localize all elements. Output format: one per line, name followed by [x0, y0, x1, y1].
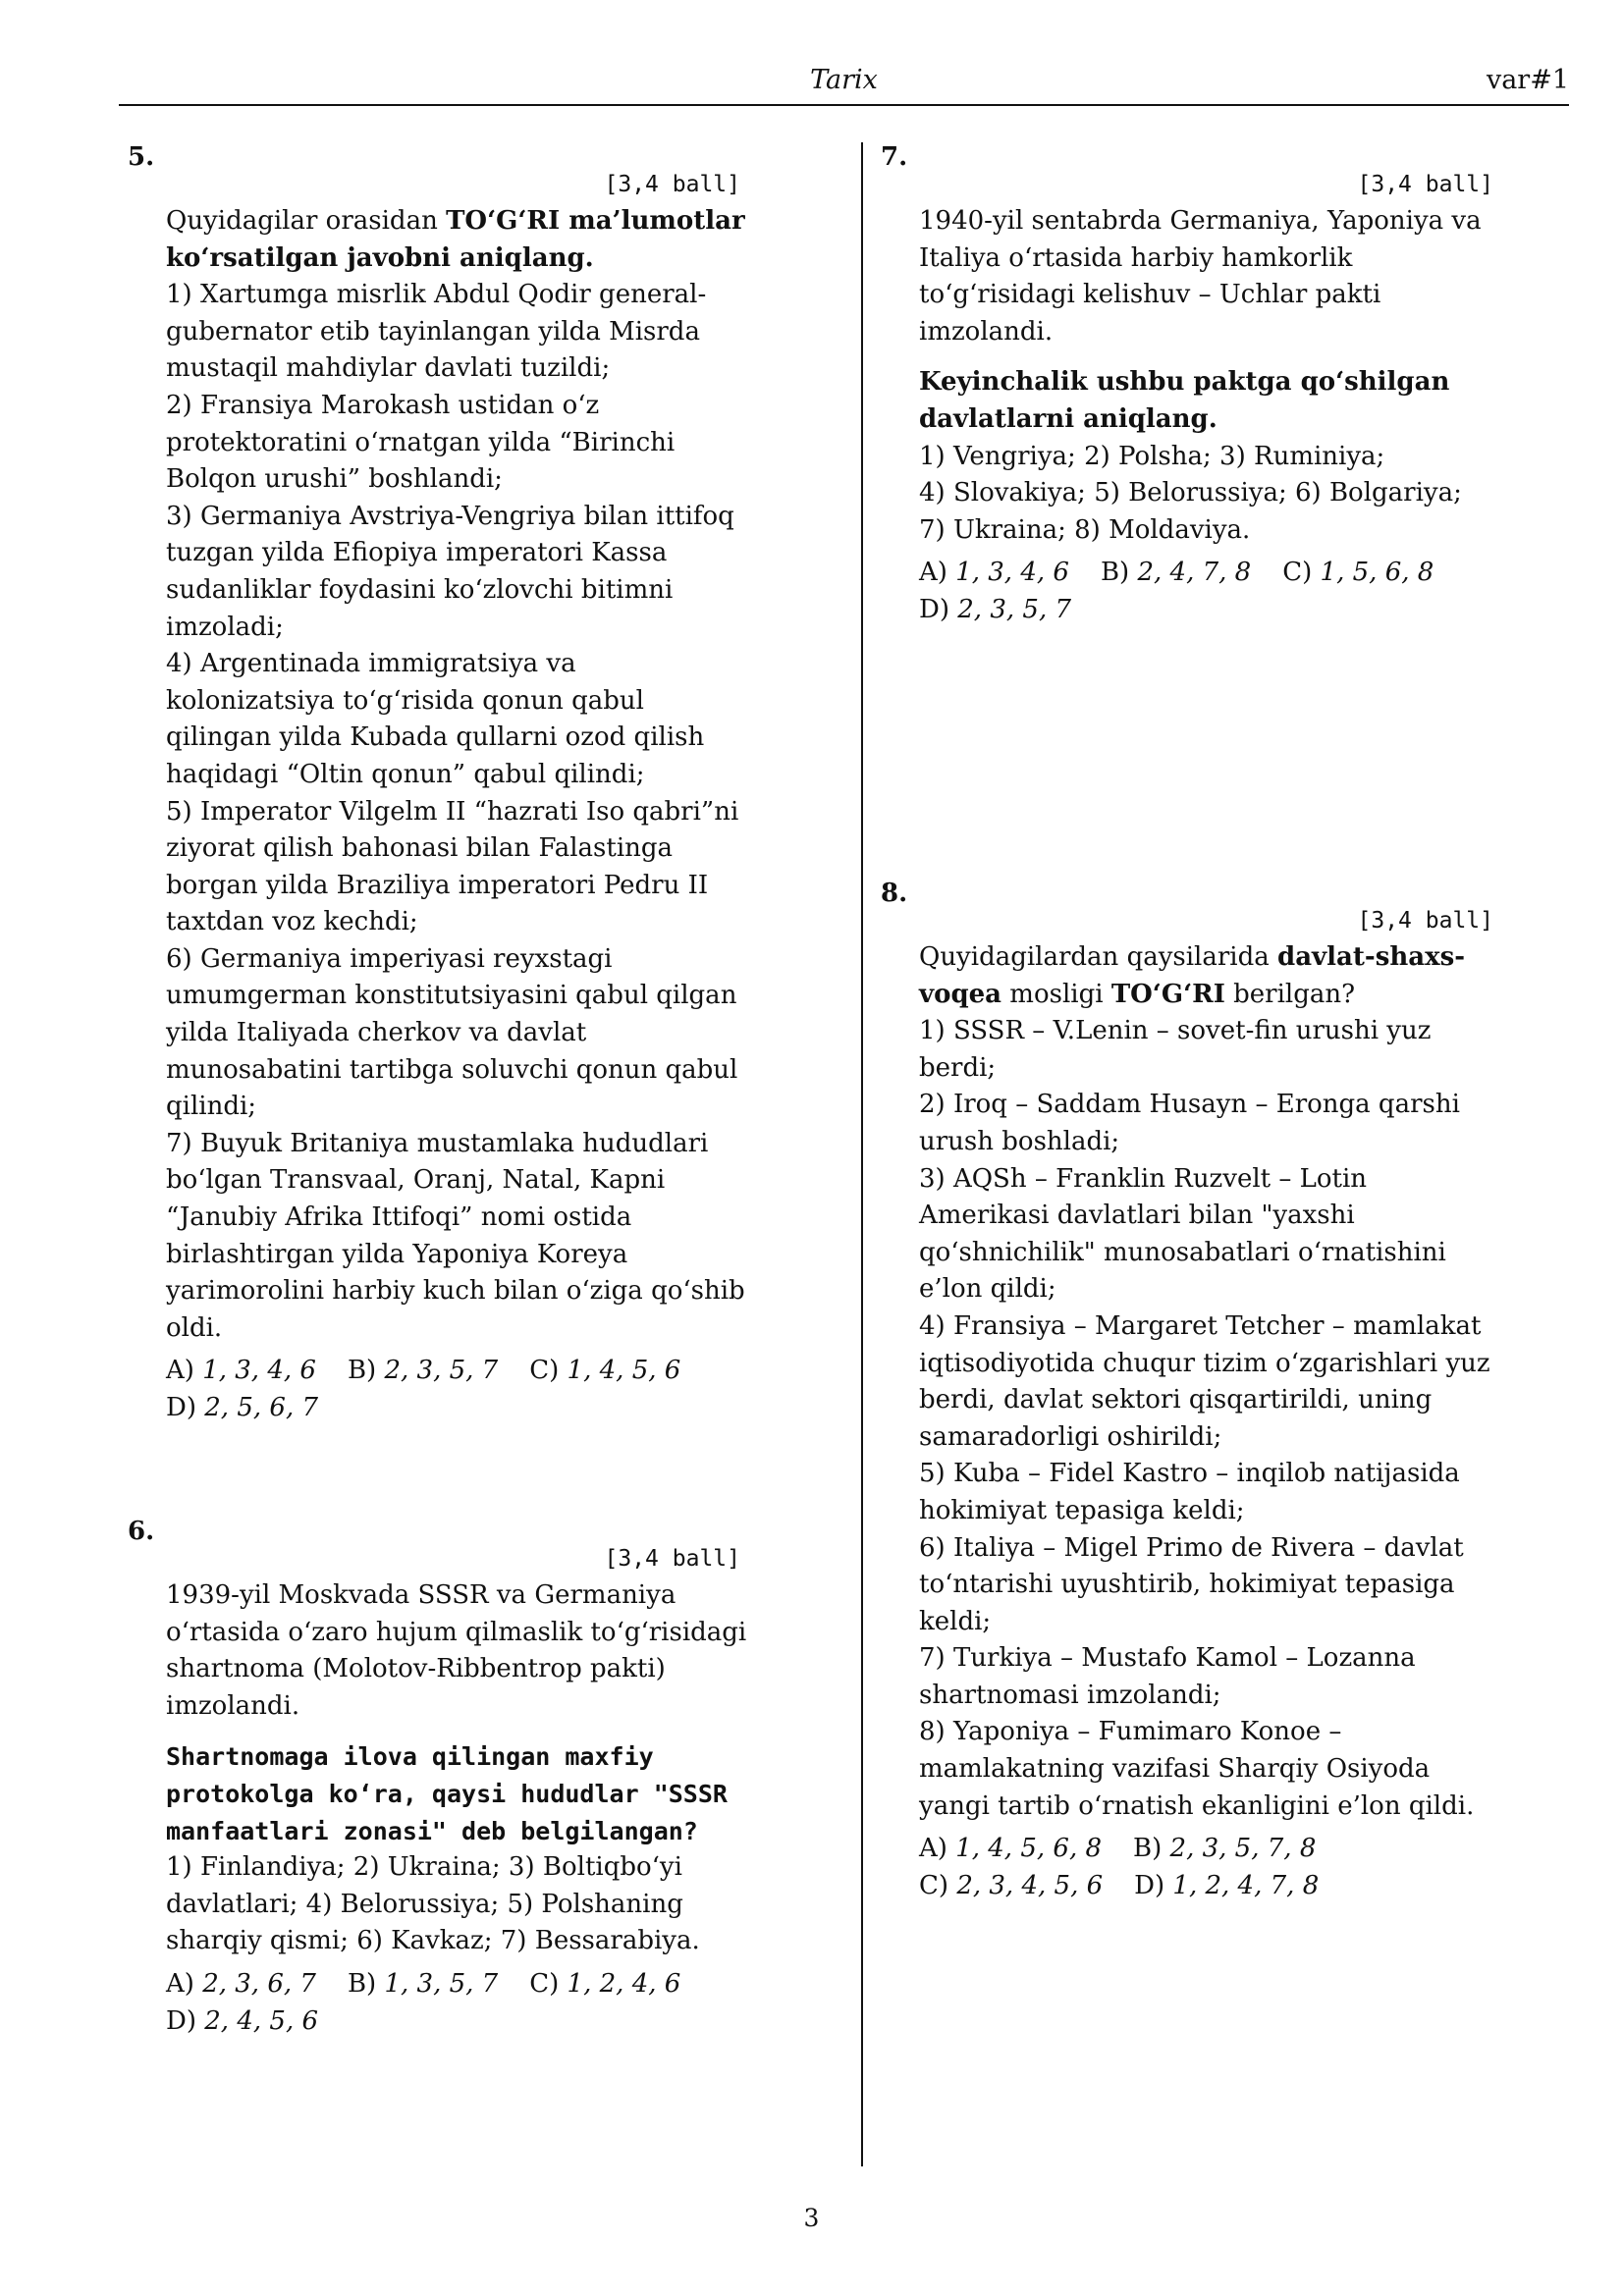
option-item: 8) Yaponiya – Fumimaro Konoe – mamlakatning vazifasi Sharqiy Osiyoda yangi tartib o‘rnatish ekanligini e’lon qildi.: [919, 1717, 1475, 1821]
option-item: 5) Kuba – Fidel Kastro – inqilob natijasida hokimiyat tepasiga keldi;: [919, 1459, 1460, 1525]
option-item: 5) Imperator Vilgelm II “hazrati Iso qabri”ni ziyorat qilish bahonasi bilan Falastinga borgan yilda Braziliya imperatori Pedru II taxtdan voz kechdi;: [166, 796, 739, 937]
question-points: [3,4 ball]: [604, 172, 740, 197]
question-6: [129, 1517, 747, 2040]
question-7: [882, 142, 1500, 629]
question-number: 6.: [128, 1517, 155, 1546]
answer-c[interactable]: C) 1, 5, 6, 8: [1282, 558, 1434, 588]
option-line: 1) Vengriya; 2) Polsha; 3) Ruminiya;: [919, 441, 1385, 471]
option-item: 2) Iroq – Saddam Husayn – Eronga qarshi urush boshladi;: [919, 1090, 1460, 1156]
option-item: 1) Xartumga misrlik Abdul Qodir general-gubernator etib tayinlangan yilda Misrda mustaqil mahdiylar davlati tuzildi;: [166, 280, 707, 384]
answer-choices: [166, 1966, 747, 2040]
question-points: [3,4 ball]: [604, 1546, 740, 1572]
option-item: 7) Turkiya – Mustafo Kamol – Lozanna shartnomasi imzolandi;: [919, 1643, 1416, 1710]
answer-c[interactable]: C) 1, 2, 4, 6: [529, 1968, 681, 1999]
question-points: [3,4 ball]: [1357, 172, 1493, 197]
question-number: 7.: [881, 142, 908, 172]
answer-d[interactable]: D) 2, 5, 6, 7: [166, 1393, 319, 1422]
option-item: 7) Buyuk Britaniya mustamlaka hududlari bo‘lgan Transvaal, Oranj, Natal, Kapni “Janubiy Afrika Ittifoqi” nomi ostida birlashtirgan yilda Yaponiya Koreya yarimorolini harbiy kuch bilan o‘ziga qo‘shib oldi.: [166, 1128, 745, 1343]
answer-choices: [166, 1353, 747, 1426]
answer-a[interactable]: A) 1, 3, 4, 6: [166, 1356, 316, 1386]
question-intro-bold: TO‘G‘RI ma’lumotlar ko‘rsatilgan javobni aniqlang.: [166, 206, 745, 273]
answer-d[interactable]: D) 2, 4, 5, 6: [166, 2005, 319, 2036]
question-points: [3,4 ball]: [1357, 908, 1493, 934]
question-body: [166, 203, 747, 1427]
option-item: 4) Argentinada immigratsiya va kolonizatsiya to‘g‘risida qonun qabul qilingan yilda Kubada qullarni ozod qilish haqidagi “Oltin qonun” qabul qilindi;: [166, 649, 705, 789]
option-line: 4) Slovakiya; 5) Belorussiya; 6) Bolgariya;: [919, 478, 1462, 508]
answer-d[interactable]: D) 1, 2, 4, 7, 8: [1134, 1870, 1320, 1900]
question-number: 8.: [881, 879, 908, 908]
option-item: 1) SSSR – V.Lenin – sovet-fin urushi yuz berdi;: [919, 1016, 1432, 1083]
question-body: [919, 939, 1500, 1904]
answer-b[interactable]: B) 2, 4, 7, 8: [1100, 558, 1252, 588]
subject-title: Tarix: [810, 65, 878, 95]
page-number: 3: [803, 2204, 820, 2232]
option-item: 4) Fransiya – Margaret Tetcher – mamlakat iqtisodiyotida chuqur tizim o‘zgarishlari yuz berdi, davlat sektori qisqartirildi, uning samaradorligi oshirildi;: [919, 1310, 1490, 1452]
question-intro: 1940-yil sentabrda Germaniya, Yaponiya va Italiya o‘rtasida harbiy hamkorlik to‘g‘risidagi kelishuv – Uchlar pakti imzolandi.: [919, 206, 1482, 347]
question-5: [129, 142, 747, 1427]
answer-a[interactable]: A) 1, 4, 5, 6, 8: [919, 1834, 1103, 1864]
answer-b[interactable]: B) 2, 3, 5, 7, 8: [1133, 1834, 1317, 1864]
answer-d[interactable]: D) 2, 3, 5, 7: [919, 594, 1072, 624]
page-header: [119, 61, 1569, 106]
question-prompt: Shartnomaga ilova qilingan maxfiy protokolga ko‘ra, qaysi hududlar "SSSR manfaatlari zonasi" deb belgilangan?: [166, 1742, 728, 1845]
answer-c[interactable]: C) 2, 3, 4, 5, 6: [919, 1870, 1104, 1900]
answer-b[interactable]: B) 2, 3, 5, 7: [347, 1356, 499, 1386]
answer-choices: [919, 555, 1500, 628]
question-number: 5.: [128, 142, 155, 172]
answer-choices: [919, 1831, 1500, 1904]
answer-b[interactable]: B) 1, 3, 5, 7: [347, 1968, 499, 1999]
option-item: 2) Fransiya Marokash ustidan o‘z protektoratini o‘rnatgan yilda “Birinchi Bolqon urushi” boshlandi;: [166, 390, 676, 495]
question-body: [166, 1577, 747, 2040]
question-intro: Quyidagilar orasidan TO‘G‘RI ma’lumotlar ko‘rsatilgan javobni aniqlang.: [166, 206, 745, 273]
answer-a[interactable]: A) 2, 3, 6, 7: [166, 1968, 316, 1999]
option-item: 6) Italiya – Migel Primo de Rivera – davlat to‘ntarishi uyushtirib, hokimiyat tepasiga keldi;: [919, 1532, 1464, 1636]
question-prompt: Keyinchalik ushbu paktga qo‘shilgan davlatlarni aniqlang.: [919, 367, 1450, 434]
question-body: [919, 203, 1500, 629]
variant-label: var#1: [1486, 65, 1569, 95]
option-list: 1) Finlandiya; 2) Ukraina; 3) Boltiqbo‘yi davlatlari; 4) Belorussiya; 5) Polshaning sharqiy qismi; 6) Kavkaz; 7) Bessarabiya.: [166, 1852, 700, 1956]
question-intro: 1939-yil Moskvada SSSR va Germaniya o‘rtasida o‘zaro hujum qilmaslik to‘g‘risidagi shartnoma (Molotov-Ribbentrop pakti) imzolandi.: [166, 1580, 747, 1721]
answer-c[interactable]: C) 1, 4, 5, 6: [529, 1356, 681, 1386]
option-item: 6) Germaniya imperiyasi reyxstagi umumgerman konstitutsiyasini qabul qilgan yilda Italiyada cherkov va davlat munosabatini tartibga soluvchi qonun qabul qilindi;: [166, 943, 738, 1122]
answer-a[interactable]: A) 1, 3, 4, 6: [919, 558, 1069, 588]
option-line: 7) Ukraina; 8) Moldaviya.: [919, 514, 1251, 545]
option-item: 3) AQSh – Franklin Ruzvelt – Lotin Amerikasi davlatlari bilan "yaxshi qo‘shnichilik" munosabatlari o‘rnatishini e’lon qildi;: [919, 1163, 1446, 1305]
question-intro: Quyidagilardan qaysilarida davlat-shaxs-voqea mosligi TO‘G‘RI berilgan?: [919, 942, 1466, 1009]
question-8: [882, 879, 1500, 1904]
column-divider: [861, 142, 863, 2166]
option-item: 3) Germaniya Avstriya-Vengriya bilan ittifoq tuzgan yilda Efiopiya imperatori Kassa sudanliklar foydasini ko‘zlovchi bitimni imzoladi;: [166, 501, 734, 642]
